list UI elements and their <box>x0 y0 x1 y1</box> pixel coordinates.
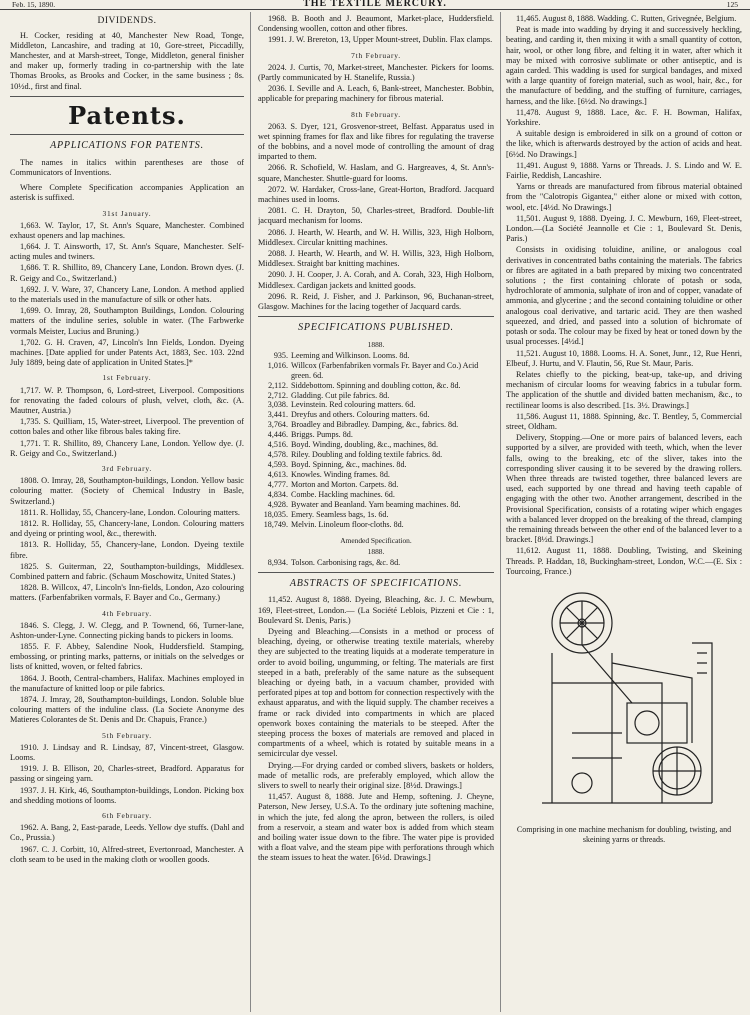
application-entry: 1,771. T. R. Shillito, 89, Chancery Lane, London. Yellow dye. (J. R. Geigy and Co., Switzerland.) <box>10 438 244 458</box>
application-entry: 1967. C. J. Corbitt, 10, Alfred-street, Evertonroad, Manchester. A cloth seam to be used in the making cloth or woollen goods. <box>10 844 244 864</box>
table-row <box>258 410 494 420</box>
table-row <box>258 480 494 490</box>
applications-heading: APPLICATIONS FOR PATENTS. <box>50 140 204 152</box>
abstract-entry: Peat is made into wadding by drying it and successively heckling, beating, and carding it, then mixing it with a small quantity of cotton, hair, wool, or other long fibre, and felting it in water, after which it may be mixed with corrosive sublimate or other antiseptic, and is again carded. This wadding is used for surgical bandages, and mixed with a large quantity of foreign material, such as wool, hair, &c., for the manufacture of bedding, and the stuffing of furniture, carriages, harness, and the like. [6½d. No drawings.] <box>506 25 742 106</box>
group-date: 7th February. <box>351 50 401 60</box>
group-date: 8th February. <box>351 109 401 119</box>
spec-text: Bywater and Beanland. Yarn beaming machines. 8d. <box>291 500 461 509</box>
table-row <box>258 391 494 401</box>
column-divider <box>500 12 501 1012</box>
column-divider <box>250 12 251 1012</box>
application-entry: 1,702. G. H. Craven, 47, Lincoln's Inn Fields, London. Dyeing machines. [Date applied for under Patents Act, 1883, Sec. 103. 22nd July 1889, being date of application in United States.]* <box>10 337 244 368</box>
application-entry: 2024. J. Curtis, 70, Market-street, Manchester. Pickers for looms. (Partly communicated by H. Stanelife, Russia.) <box>258 62 494 82</box>
spec-number: 4,593. <box>267 460 288 470</box>
newspaper-title: THE TEXTILE MERCURY. <box>303 0 447 9</box>
application-entry: 1811. R. Holliday, 55, Chancery-lane, London. Colouring matters. <box>20 507 240 517</box>
abstract-entry: Delivery, Stopping.—One or more pairs of balanced levers, each supported by a silver, are provided with teeth, which, when the lever falls, owing to the breaking, etc of the sliver, takes into the corresponding sliver causing it to be severed by the drawing rollers. When three threads are twisted together, three balanced levers are used, each supported by one thread and having teeth capable of engaging with the other two. Another arrangement, described in the Provisional Specification, consists of a rotating wiper which engages with a balanced lever dropped on the breaking of the thread, clamping the remaining threads between the other end of the balanced lever to a bracket. [8½d. Drawings.] <box>506 433 742 545</box>
application-entry: 1855. F. F. Abbey, Salendine Nook, Huddersfield. Stamping, embossing, or printing marks, patterns, or initials on the selvedges or lists of knitted, woven, or felted fabrics. <box>10 642 244 672</box>
table-row <box>258 558 494 568</box>
application-entry: 1919. J. B. Ellison, 20, Charles-street, Bradford. Apparatus for passing or singeing yarn. <box>10 764 244 784</box>
running-header <box>0 0 750 10</box>
application-entry: 2088. J. Hearth, W. Hearth, and W. H. Willis, 323, High Holborn, Middlesex. Straight bar knitting machines. <box>258 249 494 269</box>
spec-number: 4,777. <box>267 480 288 490</box>
spec-number: 2,112. <box>268 380 288 390</box>
application-entry: 1962. A. Bang, 2, East-parade, Leeds. Yellow dye stuffs. (Dahl and Co., Prussia.) <box>10 823 244 843</box>
table-row <box>258 470 494 480</box>
table-row <box>258 500 494 510</box>
table-row <box>258 520 494 530</box>
spec-text: Knowles. Winding frames. 8d. <box>291 470 390 480</box>
amended-year: 1888. <box>367 546 385 556</box>
spec-text: Melvin. Linoleum floor-cloths. 8d. <box>291 519 404 529</box>
spec-number: 18,749. <box>263 519 288 529</box>
spec-number: 4,613. <box>267 470 288 480</box>
table-row <box>258 460 494 470</box>
spec-number: 2,712. <box>267 390 288 400</box>
spec-text: Siddebottom. Spinning and doubling cotton, &c. 8d. <box>291 380 461 390</box>
abstract-entry: Consists in oxidising toluidine, aniline, or analogous coal derivatives in concentrated baths containing the materials. The fabrics or fibres are agitated in a bath prepared by mixing two concentrated solutions ; the first containing chlorate of potash or soda, hydrochlorate of ammonia, sulphate of iron and of copper, vanadate of ammonia, and glycerine ; and the second containing toluidine or other analogous coal derivative, and tartaric acid. They are then washed squeezed, and dried, and passed into a solution of bichromate of potash or soda. The colour may be fixed by heat or toned down by the usual processes. [4½d.] <box>506 245 742 347</box>
application-entry: 1937. J. H. Kirk, 46, Southampton-buildings, London. Picking box and shedding motions of looms. <box>10 785 244 805</box>
application-entry: 1,692. J. V. Ware, 37, Chancery Lane, London. A method applied to the materials used in the manufacture of silk or other hats. <box>10 284 244 305</box>
spec-number: 4,516. <box>267 440 288 450</box>
spec-text: Briggs. Pumps. 8d. <box>291 430 353 440</box>
application-entry: 2066. R. Schofield, W. Haslam, and G. Hargreaves, 4, St. Ann's-square, Manchester. Shuttle-guard for looms. <box>258 163 494 183</box>
divider <box>10 96 244 97</box>
application-entry: 2090. J. H. Cooper, J. A. Corah, and A. Corah, 323, High Holborn, Middlesex. Cardigan jackets and knitted goods. <box>258 270 494 290</box>
abstract-entry: 11,491. August 9, 1888. Yarns or Threads. J. S. Lindo and W. E. Fairlie, Reddish, Lancashire. <box>506 160 742 181</box>
application-entry: 1968. B. Booth and J. Beaumont, Market-place, Huddersfield. Condensing woollen, cotton and other fibres. <box>258 14 494 34</box>
abstract-entry: 11,478. August 9, 1888. Lace, &c. F. H. Bowman, Halifax, Yorkshire. <box>506 107 742 128</box>
spec-number: 4,578. <box>267 450 288 460</box>
group-date: 31st January. <box>102 208 152 218</box>
column-left <box>10 14 244 1012</box>
table-row <box>258 400 494 410</box>
spec-text: Broadley and Bibradley. Damping, &c., fabrics. 8d. <box>291 420 459 430</box>
group-date: 4th February. <box>102 608 152 618</box>
spec-number: 4,928. <box>267 500 288 509</box>
specifications-heading: SPECIFICATIONS PUBLISHED. <box>298 322 454 334</box>
issue-date: Feb. 15, 1890. <box>12 0 56 9</box>
spec-number: 935. <box>273 350 288 360</box>
application-entry: 2096. R. Reid, J. Fisher, and J. Parkinson, 96, Buchanan-street, Glasgow. Machines for the lacing together of Jacquard cards. <box>258 291 494 312</box>
application-entry: 1,686. T. R. Shillito, 89, Chancery Lane, London. Brown dyes. (J. R. Geigy and Co., Switzerland.) <box>10 263 244 283</box>
spec-number: 3,441. <box>267 410 288 420</box>
spec-text: Boyd. Winding, doubling, &c., machines, 8d. <box>291 440 438 450</box>
spec-text: Morton and Morton. Carpets. 8d. <box>291 480 399 490</box>
table-row <box>258 440 494 450</box>
application-entry: 1,664. J. T. Ainsworth, 17, St. Ann's Square, Manchester. Self-acting mules and twiners. <box>10 242 244 262</box>
amended-heading: Amended Specification. <box>340 535 412 545</box>
application-entry: 1812. R. Holliday, 55, Chancery-lane, London. Colouring matters and dyeing or printing wool, &c., therewith. <box>10 518 244 539</box>
divider <box>258 572 494 573</box>
applications-intro: The names in italics within parentheses are those of Communicators of Inventions. <box>10 157 244 177</box>
dividends-heading: DIVIDENDS. <box>97 16 157 26</box>
spec-number: 1,016. <box>267 360 288 370</box>
application-entry: 1846. S. Clegg, J. W. Clegg, and P. Townend, 66, Turner-lane, Ashton-under-Lyne. Connecting picking bands to pickers in looms. <box>10 620 244 640</box>
application-entry: 1,735. S. Quilliam, 15, Water-street, Liverpool. The prevention of cotton bales and other like fibrous bales taking fire. <box>10 417 244 437</box>
table-row <box>258 490 494 500</box>
amended-table <box>258 558 494 568</box>
spec-text: Boyd. Spinning, &c., machines. 8d. <box>291 460 407 470</box>
spec-text: Gladding. Cut pile fabrics. 8d. <box>291 390 390 400</box>
column-right <box>506 14 742 1012</box>
application-entry: 1874. J. Imray, 28, Southampton-buildings, London. Soluble blue colouring matters of the induline class. (La Societe Anonyme des Matieres Colorantes de St. Denis and Dr. Chapuis, France.) <box>10 695 244 725</box>
spec-text: Tolson. Carbonising rags, &c. 8d. <box>291 558 401 568</box>
spec-text: Dreyfus and others. Colouring matters. 6d. <box>291 410 430 420</box>
abstract-entry: 11,521. August 10, 1888. Looms. H. A. Sonet, Junr., 12, Rue Henri, Elbeuf, J. Hurtu, and V. Flautin, 56, Rue St. Maur, Paris. <box>506 348 742 368</box>
page-number: 125 <box>726 0 738 9</box>
application-entry: 1808. O. Imray, 28, Southampton-buildings, London. Yellow basic colouring matter. (Society of Chemical Industry in Basle, Switzerland.) <box>10 476 244 506</box>
spec-text: Willcox (Farbenfabriken vormals Fr. Bayer and Co.) Acid green. 6d. <box>291 360 479 380</box>
divider <box>10 134 244 135</box>
abstracts-heading: ABSTRACTS OF SPECIFICATIONS. <box>289 578 463 590</box>
application-entry: 1910. J. Lindsay and R. Lindsay, 87, Vincent-street, Glasgow. Looms. <box>10 742 244 762</box>
divider <box>258 316 494 317</box>
application-entry: 1,717. W. P. Thompson, 6, Lord-street, Liverpool. Compositions for renovating the faded colours of plush, velvet, cloth, &c. (A. Mautner, Austria.) <box>10 385 244 415</box>
abstract-entry: 11,501. August 9, 1888. Dyeing. J. C. Mewburn, 169, Fleet-street, London.—(La Société Jeannolle et Cie : 1, Boulevard St. Denis, Paris.) <box>506 213 742 244</box>
specifications-year: 1888. <box>367 339 385 349</box>
abstract-entry: Yarns or threads are manufactured from fibrous material obtained from the "Calotropis Gigantea," either alone or mixed with cotton, wool, etc. [4½d. No Drawings.] <box>506 182 742 212</box>
table-row <box>258 381 494 391</box>
table-row <box>258 450 494 460</box>
group-date: 6th February. <box>102 811 152 821</box>
application-entry: 1991. J. W. Brereton, 13, Upper Mount-street, Dublin. Flax clamps. <box>268 35 493 45</box>
applications-note: Where Complete Specification accompanies Application an asterisk is suffixed. <box>10 183 244 203</box>
abstract-entry: 11,465. August 8, 1888. Wadding. C. Rutten, Grivegnée, Belgium. <box>516 14 737 23</box>
spec-text: Combe. Hackling machines. 6d. <box>291 490 395 500</box>
application-entry: 2081. C. H. Drayton, 50, Charles-street, Bradford. Double-lift jacquard mechanism for looms. <box>258 206 494 226</box>
application-entry: 2036. I. Seville and A. Leach, 6, Bank-street, Manchester. Bobbin, applicable for preparing machinery for fibrous material. <box>258 84 494 104</box>
spinning-machine-drawing-icon <box>512 583 736 823</box>
group-date: 5th February. <box>102 730 152 740</box>
spec-text: Levinstein. Red colouring matters. 6d. <box>291 400 416 410</box>
application-entry: 1,699. O. Imray, 28, Southampton Buildings, London. Colouring matters of the induline series, soluble in water. (The Farbwerke vormals Meister, Lucius and Bruning.) <box>10 306 244 336</box>
spec-number: 18,035. <box>263 509 288 519</box>
abstract-entry: 11,612. August 11, 1888. Doubling, Twisting, and Skeining Threads. P. Haddan, 18, Buckingham-street, London, W.C.—(E. Six : Tourcoing, France.) <box>506 546 742 576</box>
spec-text: Emery. Seamless bags, 1s. 6d. <box>291 509 389 519</box>
abstract-entry: Dyeing and Bleaching.—Consists in a method or process of bleaching, dyeing, or otherwise treating textile materials, whereby they are subjected to the treating liquids at a moderate temperature in order to avoid boiling, ungumming, or felting. The materials are first steeped in a bath, preferably of the same nature as the subsequent bleaching or dyeing bath, in a vacuum chamber, provided with perforated pipes at top and bottom for connection respectively with the exhaust apparatus, and with the liquid supply. The chamber receives a frame or rack divided into compartments in which are placed openwork boxes containing the materials to be steeped. After the steeping process the boxes of materials are removed and placed in compartments of a wheel, which is rotated by suitable means in a semicircular dye vessel. <box>258 626 494 759</box>
table-row <box>258 510 494 520</box>
abstract-entry: 11,457. August 8, 1888. Jute and Hemp, softening. J. Cheyne, Paterson, New Jersey, U.S.A. To the ordinary jute softening machine, in which the jute, fed along the apron, between the rollers, is oiled from a reservoir, a steam and water box is added from which steam and boiling water issue down to the fibre. The water pipe is provided with a float valve, and the steam pipe with perforations through which the steam issues to heat the water. [6½d. Drawings.] <box>258 792 494 863</box>
group-date: 1st February. <box>102 373 152 383</box>
application-entry: 1,663. W. Taylor, 17, St. Ann's Square, Manchester. Combined exhaust openers and lap machines. <box>10 220 244 240</box>
column-middle <box>258 14 494 1012</box>
spec-number: 4,834. <box>267 490 288 500</box>
application-entry: 1828. B. Willcox, 47, Lincoln's Inn-fields, London, Azo colouring matters. (Farbenfabriken vormals, F. Bayer and Co., Germany.) <box>10 583 244 603</box>
patents-title: Patents. <box>68 100 186 130</box>
spec-text: Riley. Doubling and folding textile fabrics. 8d. <box>291 450 443 460</box>
abstract-entry: 11,586. August 11, 1888. Spinning, &c. T. Bentley, 5, Commercial street, Oldham. <box>506 411 742 431</box>
abstract-entry: Drying.—For drying carded or combed slivers, baskets or holders, made of metallic rods, are preferably employed, which allow the slivers to swell to nearly their original size. [8½d. Drawings.] <box>258 760 494 790</box>
table-row <box>258 351 494 361</box>
application-entry: 2072. W. Hardaker, Cross-lane, Great-Horton, Bradford. Jacquard machines used in looms. <box>258 184 494 205</box>
specifications-table <box>258 351 494 530</box>
application-entry: 1864. J. Booth, Central-chambers, Halifax. Machines employed in the manufacture of knitted loop or pile fabrics. <box>10 673 244 693</box>
abstract-entry: 11,452. August 8, 1888. Dyeing, Bleaching, &c. J. C. Mewburn, 169, Fleet-street, London.— (La Société Leblois, Pizzeni et Cie : 1, Boulevard St. Denis, Paris.) <box>258 595 494 625</box>
application-entry: 1813. R. Holliday, 55, Chancery-lane, London. Dyeing textile fibre. <box>10 540 244 560</box>
spec-number: 3,764. <box>267 420 288 430</box>
application-entry: 2086. J. Hearth, W. Hearth, and W. H. Willis, 323, High Holborn, Middlesex. Circular knitting machines. <box>258 227 494 247</box>
application-entry: 1825. S. Guiterman, 22, Southampton-buildings, Middlesex. Combined pattern and fabric. (Schaum Moschowitz, United States.) <box>10 561 244 581</box>
abstract-entry: A suitable design is embroidered in silk on a ground of cotton or the like, which is afterwards destroyed by the action of acids and heat. [6½d. No Drawings.] <box>506 129 742 159</box>
group-date: 3rd February. <box>101 464 153 473</box>
dividends-text: H. Cocker, residing at 40, Manchester New Road, Tonge, Middleton, Lancashire, and trading at 10, Gore-street, Piccadilly, Manchester, and at Marsh-street, Tonge, Middleton, general finisher and maker up, formerly trading in co-partnership with the late Thomas Brooks, as Brooks and Cocker, in the same business ; 8s. 10½d., first and final. <box>10 30 244 91</box>
spec-number: 4,446. <box>267 430 288 440</box>
application-entry: 2063. S. Dyer, 121, Grosvenor-street, Belfast. Apparatus used in wet spinning frames for flax and like fibres for regulating the traverse of the bobbins, and a novel mode of controlling the amount of drag imparted to them. <box>258 121 494 162</box>
spec-number: 8,934. <box>267 558 288 568</box>
table-row <box>258 420 494 430</box>
table-row <box>258 430 494 440</box>
figure-caption: Comprising in one machine mechanism for doubling, twisting, and skeining yarns or threads. <box>516 824 732 844</box>
table-row <box>258 361 494 381</box>
abstract-entry: Relates chiefly to the picking, beat-up, take-up, and driving mechanism of circular looms for weaving fabrics in a tubular form. The application of the shuttle and divided batten mechanism, &c., to rectilinear looms is also described. [1s. 3½. Drawings.] <box>506 369 742 410</box>
spec-text: Leeming and Wilkinson. Looms. 8d. <box>291 350 410 360</box>
spec-number: 3,038. <box>267 400 288 410</box>
